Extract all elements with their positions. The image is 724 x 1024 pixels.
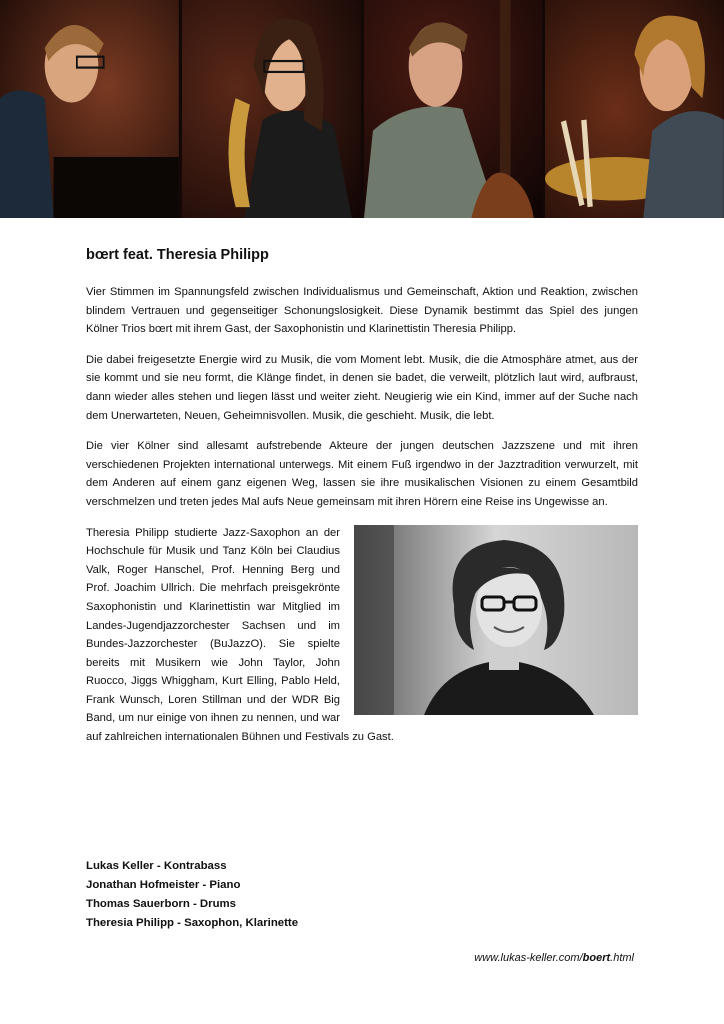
lineup-item: Theresia Philipp - Saxophon, Klarinette — [86, 917, 299, 929]
paragraph-bio: Theresia Philipp studierte Jazz-Saxophon an der Hochschule für Musik und Tanz Köln bei Claudius Valk, Roger Hanschel, Prof. Henning Berg und Prof. Joachim Ullrich. Die mehrfach preisgekrönte Saxophonistin und Klarinettistin war Mitglied im Landes-Jugendjazzorchester Sachsen und im Bundes-Jazzorchester (BuJazzO). Sie spielte bereits mit Musikern wie John Taylor, John Ruocco, Jiggs Whiggham, Kurt Elling, Pablo Held, Frank Wunsch, Loren Stillman und der WDR Big Band, um nur einige von ihnen zu nennen, und war auf zahlreichen internationalen Bühnen und Festivals zu Gast. — [86, 526, 394, 744]
theresia-philipp-portrait — [354, 525, 638, 715]
lineup-item: Thomas Sauerborn - Drums — [86, 898, 237, 910]
paragraph-energy: Die dabei freigesetzte Energie wird zu Musik, die vom Moment lebt. Musik, die die Atmosphäre atmet, aus der sie kommt und sie neu formt, die Klänge findet, in denen sie badet, die verweilt, plötzlich laut wird, aufbraust, dann wieder alles stehen und liegen lässt und weiter zieht. Neugierig wie ein Kind, immer auf der Suche nach dem Unerwarteten, Neuen, Geheimnisvollen. Musik, die geschieht. Musik, die lebt. — [86, 353, 638, 422]
link-suffix: .html — [610, 952, 634, 964]
saxophonist-photo — [182, 0, 361, 218]
article-title: bœrt feat. Theresia Philipp — [86, 247, 269, 263]
band-lineup — [86, 857, 298, 933]
link-bold: boert — [582, 952, 611, 964]
website-link[interactable] — [474, 952, 634, 964]
pianist-photo — [0, 0, 179, 218]
lineup-item: Jonathan Hofmeister - Piano — [86, 879, 241, 891]
drummer-photo — [545, 0, 724, 218]
article-body — [86, 245, 638, 759]
lineup-item: Lukas Keller - Kontrabass — [86, 860, 227, 872]
banner-photo-strip — [0, 0, 724, 218]
bio-section — [86, 524, 638, 747]
paragraph-musicians: Die vier Kölner sind allesamt aufstrebende Akteure der jungen deutschen Jazzszene und mit ihren verschiedenen Projekten international unterwegs. Mit einem Fuß irgendwo in der Jazztradition verwurzelt, mit dem Anderen auf einem ganz eigenen Weg, lassen sie ihre musikalischen Visionen zu einem Gesamtbild verschmelzen und treten jedes Mal aufs Neue gemeinsam mit ihren Hörern eine Reise ins Ungewisse an. — [86, 440, 638, 508]
paragraph-intro: Vier Stimmen im Spannungsfeld zwischen Individualismus und Gemeinschaft, Aktion und Reaktion, zwischen blindem Vertrauen und gegenseitiger Schonungslosigkeit. Diese Dynamik bestimmt das Spiel des jungen Kölner Trios bœrt mit ihrem Gast, der Saxophonistin und Klarinettistin Theresia Philipp. — [86, 286, 638, 336]
bassist-photo — [364, 0, 543, 218]
link-prefix: www.lukas-keller.com/ — [474, 952, 583, 964]
